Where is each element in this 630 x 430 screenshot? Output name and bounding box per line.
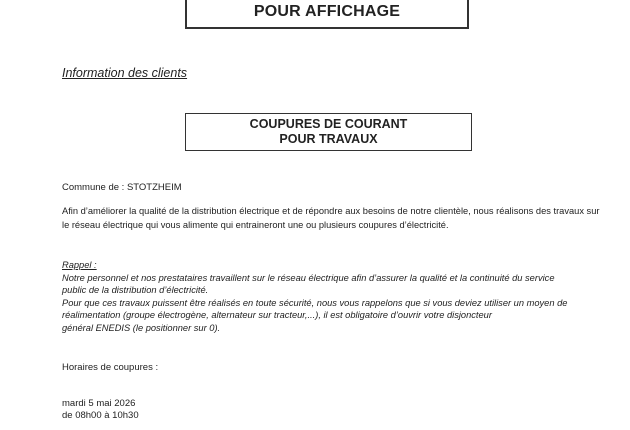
schedule-label: Horaires de coupures : xyxy=(62,362,159,373)
reminder-heading: Rappel : xyxy=(62,260,97,270)
section-heading: Information des clients xyxy=(62,66,188,80)
schedule-date: mardi 5 mai 2026 xyxy=(62,398,136,409)
notice-title-line-1: COUPURES DE COURANT xyxy=(249,117,408,131)
commune-label: Commune de : STOTZHEIM xyxy=(62,182,182,193)
intro-paragraph: Afin d’améliorer la qualité de la distribution électrique et de répondre aux besoins de notre clientèle, nous réalisons des travaux sur le réseau électrique qui vous alimente qui entraineront une ou plusieurs coupures d’électricité. xyxy=(62,206,600,230)
schedule-time: de 08h00 à 10h30 xyxy=(62,410,139,421)
notice-title-box xyxy=(185,113,472,151)
reminder-line: public de la distribution d’électricité. xyxy=(62,285,209,295)
display-banner xyxy=(185,0,469,29)
schedule-entry xyxy=(62,398,139,422)
reminder-line: général ENEDIS (le positionner sur 0). xyxy=(62,322,221,333)
reminder-block xyxy=(62,259,602,334)
reminder-line: Notre personnel et nos prestataires travaillent sur le réseau électrique afin d’assurer la qualité et la continuité du service xyxy=(62,272,555,283)
notice-title-line-2: POUR TRAVAUX xyxy=(279,132,378,146)
reminder-line: réalimentation (groupe électrogène, alternateur sur tracteur,...), il est obligatoire d’ouvrir votre disjoncteur xyxy=(62,310,492,320)
reminder-line: Pour que ces travaux puissent être réalisés en toute sécurité, nous vous rappelons que si vous deviez utiliser un moyen de xyxy=(62,297,568,308)
banner-title: POUR AFFICHAGE xyxy=(253,2,401,20)
